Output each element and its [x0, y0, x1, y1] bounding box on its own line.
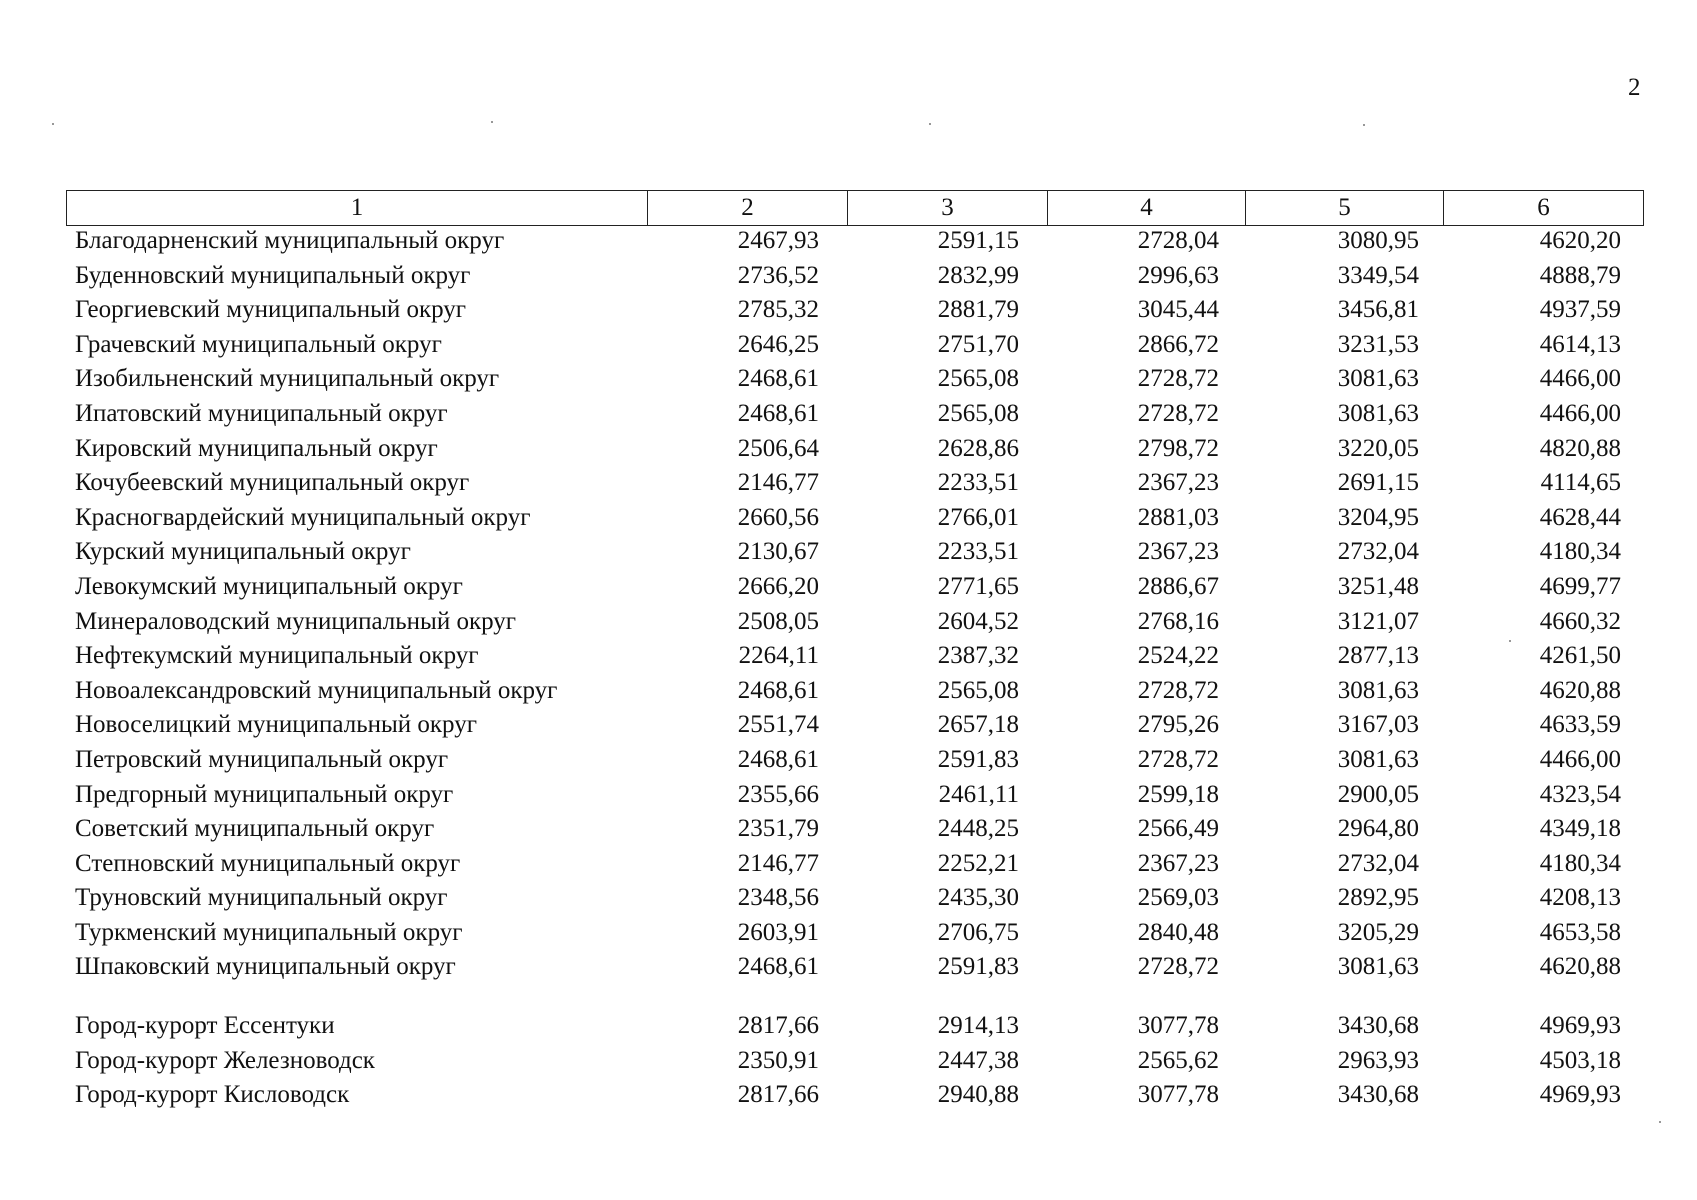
value-cell-col4: 2840,48 [1137, 918, 1219, 946]
value-cell-col4: 2798,72 [1137, 434, 1219, 462]
district-name: Кировский муниципальный округ [75, 434, 438, 462]
value-cell-col2: 2355,66 [737, 780, 819, 808]
value-cell-col5: 3081,63 [1337, 676, 1419, 704]
value-cell-col5: 3430,68 [1337, 1081, 1419, 1109]
value-cell-col5: 3081,63 [1337, 953, 1419, 981]
value-cell-col3: 2591,15 [937, 227, 1019, 254]
value-cell-col3: 2447,38 [937, 1046, 1019, 1074]
value-cell-col2: 2506,64 [737, 434, 819, 462]
value-cell-col3: 2881,79 [937, 296, 1019, 324]
value-cell-col6: 4699,77 [1539, 572, 1621, 600]
district-name: Красногвардейский муниципальный округ [75, 503, 531, 531]
value-cell-col5: 3081,63 [1337, 745, 1419, 773]
table-row [66, 362, 1643, 397]
value-cell-col5: 3081,63 [1337, 365, 1419, 393]
district-name: Степновский муниципальный округ [75, 849, 461, 877]
value-cell-col6: 4349,18 [1539, 815, 1621, 843]
value-cell-col6: 4261,50 [1539, 642, 1621, 670]
value-cell-col4: 2728,72 [1137, 365, 1219, 393]
column-header: 4 [1048, 191, 1246, 226]
value-cell-col6: 4620,20 [1539, 227, 1621, 254]
table-row [66, 432, 1643, 467]
value-cell-col5: 2964,80 [1337, 815, 1419, 843]
value-cell-col2: 2468,61 [737, 399, 819, 427]
value-cell-col6: 4503,18 [1539, 1046, 1621, 1074]
value-cell-col2: 2468,61 [737, 365, 819, 393]
value-cell-col3: 2387,32 [937, 642, 1019, 670]
table-row [66, 224, 1643, 259]
value-cell-col4: 2728,72 [1137, 953, 1219, 981]
table-row [66, 812, 1643, 847]
value-cell-col5: 2963,93 [1337, 1046, 1419, 1074]
district-name: Новоалександровский муниципальный округ [75, 676, 558, 704]
value-cell-col2: 2264,11 [738, 642, 819, 670]
value-cell-col6: 4660,32 [1539, 607, 1621, 635]
value-cell-col4: 2768,16 [1137, 607, 1219, 635]
value-cell-col3: 2751,70 [937, 330, 1019, 358]
value-cell-col4: 2728,04 [1137, 227, 1219, 254]
value-cell-col3: 2461,11 [938, 780, 1019, 808]
district-name: Левокумский муниципальный округ [75, 572, 463, 600]
table-row [66, 293, 1643, 328]
value-cell-col2: 2736,52 [737, 261, 819, 289]
value-cell-col6: 4969,93 [1539, 1012, 1621, 1040]
column-header: 1 [67, 191, 648, 226]
value-cell-col5: 3430,68 [1337, 1012, 1419, 1040]
district-name: Ипатовский муниципальный округ [75, 399, 448, 427]
district-name: Кочубеевский муниципальный округ [75, 469, 470, 497]
value-cell-col6: 4653,58 [1539, 918, 1621, 946]
value-cell-col2: 2468,61 [737, 953, 819, 981]
value-cell-col5: 3251,48 [1337, 572, 1419, 600]
value-cell-col6: 4628,44 [1539, 503, 1621, 531]
value-cell-col2: 2468,61 [737, 745, 819, 773]
value-cell-col4: 2728,72 [1137, 745, 1219, 773]
column-header-row [67, 191, 1644, 226]
value-cell-col5: 2877,13 [1337, 642, 1419, 670]
district-name: Грачевский муниципальный округ [75, 330, 442, 358]
value-cell-col3: 2565,08 [937, 365, 1019, 393]
value-cell-col3: 2233,51 [937, 538, 1019, 566]
table-row [66, 1078, 1643, 1113]
district-name: Город-курорт Ессентуки [75, 1012, 335, 1040]
value-cell-col6: 4620,88 [1539, 676, 1621, 704]
value-cell-col4: 2569,03 [1137, 884, 1219, 912]
value-cell-col6: 4208,13 [1539, 884, 1621, 912]
value-cell-col4: 2728,72 [1137, 676, 1219, 704]
value-cell-col2: 2468,61 [737, 676, 819, 704]
value-cell-col2: 2348,56 [737, 884, 819, 912]
value-cell-col5: 2892,95 [1337, 884, 1419, 912]
value-cell-col2: 2508,05 [737, 607, 819, 635]
district-name: Благодарненский муниципальный округ [75, 227, 505, 254]
value-cell-col3: 2435,30 [937, 884, 1019, 912]
value-cell-col2: 2467,93 [737, 227, 819, 254]
table-row [66, 916, 1643, 951]
value-cell-col4: 2367,23 [1137, 849, 1219, 877]
district-name: Нефтекумский муниципальный округ [75, 642, 479, 670]
scan-speck [1363, 124, 1365, 126]
value-cell-col2: 2817,66 [737, 1081, 819, 1109]
district-name: Город-курорт Железноводск [75, 1046, 375, 1074]
district-name: Труновский муниципальный округ [75, 884, 448, 912]
district-name: Георгиевский муниципальный округ [75, 296, 467, 324]
value-cell-col3: 2832,99 [937, 261, 1019, 289]
district-name: Новоселицкий муниципальный округ [75, 711, 477, 739]
value-cell-col2: 2130,67 [737, 538, 819, 566]
table-row [66, 950, 1643, 985]
value-cell-col4: 2367,23 [1137, 469, 1219, 497]
column-header: 5 [1246, 191, 1444, 226]
district-name: Курский муниципальный округ [75, 538, 411, 566]
value-cell-col4: 3077,78 [1137, 1012, 1219, 1040]
value-cell-col4: 2565,62 [1137, 1046, 1219, 1074]
value-cell-col6: 4114,65 [1540, 469, 1621, 497]
value-cell-col2: 2551,74 [737, 711, 819, 739]
value-cell-col5: 2732,04 [1337, 538, 1419, 566]
table-row [66, 778, 1643, 813]
value-cell-col6: 4820,88 [1539, 434, 1621, 462]
table-row [66, 639, 1643, 674]
value-cell-col5: 3121,07 [1337, 607, 1419, 635]
page-number: 2 [1628, 74, 1641, 101]
value-cell-col6: 4466,00 [1539, 365, 1621, 393]
value-cell-col5: 3204,95 [1337, 503, 1419, 531]
scan-speck [929, 123, 931, 125]
data-table [66, 224, 1643, 1113]
value-cell-col5: 2691,15 [1337, 469, 1419, 497]
district-name: Предгорный муниципальный округ [75, 780, 454, 808]
value-cell-col3: 2233,51 [937, 469, 1019, 497]
value-cell-col3: 2252,21 [937, 849, 1019, 877]
district-name: Город-курорт Кисловодск [75, 1081, 350, 1109]
value-cell-col6: 4323,54 [1539, 780, 1621, 808]
value-cell-col5: 3456,81 [1337, 296, 1419, 324]
column-header-table [66, 190, 1644, 226]
district-name: Минераловодский муниципальный округ [75, 607, 517, 635]
value-cell-col4: 2866,72 [1137, 330, 1219, 358]
value-cell-col2: 2350,91 [737, 1046, 819, 1074]
value-cell-col3: 2940,88 [937, 1081, 1019, 1109]
value-cell-col3: 2565,08 [937, 399, 1019, 427]
value-cell-col4: 2367,23 [1137, 538, 1219, 566]
column-header: 6 [1444, 191, 1644, 226]
value-cell-col6: 4466,00 [1539, 745, 1621, 773]
value-cell-col6: 4937,59 [1539, 296, 1621, 324]
table-row [66, 847, 1643, 882]
value-cell-col6: 4466,00 [1539, 399, 1621, 427]
value-cell-col5: 3220,05 [1337, 434, 1419, 462]
scan-speck [52, 123, 54, 125]
table-row [66, 674, 1643, 709]
value-cell-col3: 2706,75 [937, 918, 1019, 946]
table-row [66, 535, 1643, 570]
value-cell-col3: 2628,86 [937, 434, 1019, 462]
value-cell-col5: 3205,29 [1337, 918, 1419, 946]
value-cell-col6: 4633,59 [1539, 711, 1621, 739]
table-row [66, 328, 1643, 363]
value-cell-col6: 4180,34 [1539, 538, 1621, 566]
value-cell-col6: 4888,79 [1539, 261, 1621, 289]
value-cell-col3: 2766,01 [937, 503, 1019, 531]
value-cell-col3: 2591,83 [937, 953, 1019, 981]
value-cell-col6: 4969,93 [1539, 1081, 1621, 1109]
value-cell-col4: 2599,18 [1137, 780, 1219, 808]
table-row [66, 743, 1643, 778]
value-cell-col5: 3081,63 [1337, 399, 1419, 427]
value-cell-col2: 2785,32 [737, 296, 819, 324]
value-cell-col4: 2886,67 [1137, 572, 1219, 600]
value-cell-col3: 2604,52 [937, 607, 1019, 635]
value-cell-col3: 2657,18 [937, 711, 1019, 739]
value-cell-col3: 2771,65 [937, 572, 1019, 600]
column-header: 3 [848, 191, 1048, 226]
value-cell-col2: 2351,79 [737, 815, 819, 843]
value-cell-col4: 2566,49 [1137, 815, 1219, 843]
scan-speck [1659, 1121, 1661, 1123]
value-cell-col4: 2524,22 [1137, 642, 1219, 670]
table-row [66, 259, 1643, 294]
value-cell-col2: 2646,25 [737, 330, 819, 358]
value-cell-col5: 3231,53 [1337, 330, 1419, 358]
table-row [66, 397, 1643, 432]
value-cell-col2: 2146,77 [737, 849, 819, 877]
district-name: Буденновский муниципальный округ [75, 261, 471, 289]
value-cell-col6: 4614,13 [1539, 330, 1621, 358]
table-row [66, 501, 1643, 536]
table-row [66, 1009, 1643, 1044]
value-cell-col4: 2728,72 [1137, 399, 1219, 427]
value-cell-col4: 3077,78 [1137, 1081, 1219, 1109]
value-cell-col4: 2795,26 [1137, 711, 1219, 739]
value-cell-col4: 3045,44 [1137, 296, 1219, 324]
table-row [66, 570, 1643, 605]
value-cell-col2: 2146,77 [737, 469, 819, 497]
district-name: Петровский муниципальный округ [75, 745, 449, 773]
scan-speck [491, 121, 493, 123]
value-cell-col4: 2881,03 [1137, 503, 1219, 531]
value-cell-col2: 2603,91 [737, 918, 819, 946]
table-row [66, 605, 1643, 640]
district-name: Изобильненский муниципальный округ [75, 365, 500, 393]
value-cell-col4: 2996,63 [1137, 261, 1219, 289]
value-cell-col3: 2448,25 [937, 815, 1019, 843]
group-spacer [66, 985, 1643, 1009]
value-cell-col3: 2565,08 [937, 676, 1019, 704]
table-row [66, 881, 1643, 916]
value-cell-col5: 3349,54 [1337, 261, 1419, 289]
value-cell-col2: 2817,66 [737, 1012, 819, 1040]
value-cell-col3: 2591,83 [937, 745, 1019, 773]
table-row [66, 1044, 1643, 1079]
table-row [66, 466, 1643, 501]
district-name: Туркменский муниципальный округ [75, 918, 463, 946]
value-cell-col5: 2732,04 [1337, 849, 1419, 877]
column-header: 2 [648, 191, 848, 226]
value-cell-col6: 4620,88 [1539, 953, 1621, 981]
value-cell-col5: 3167,03 [1337, 711, 1419, 739]
district-name: Шпаковский муниципальный округ [75, 953, 456, 981]
value-cell-col6: 4180,34 [1539, 849, 1621, 877]
value-cell-col5: 2900,05 [1337, 780, 1419, 808]
value-cell-col5: 3080,95 [1337, 227, 1419, 254]
value-cell-col3: 2914,13 [937, 1012, 1019, 1040]
district-name: Советский муниципальный округ [75, 815, 435, 843]
value-cell-col2: 2666,20 [737, 572, 819, 600]
value-cell-col2: 2660,56 [737, 503, 819, 531]
table-row [66, 708, 1643, 743]
